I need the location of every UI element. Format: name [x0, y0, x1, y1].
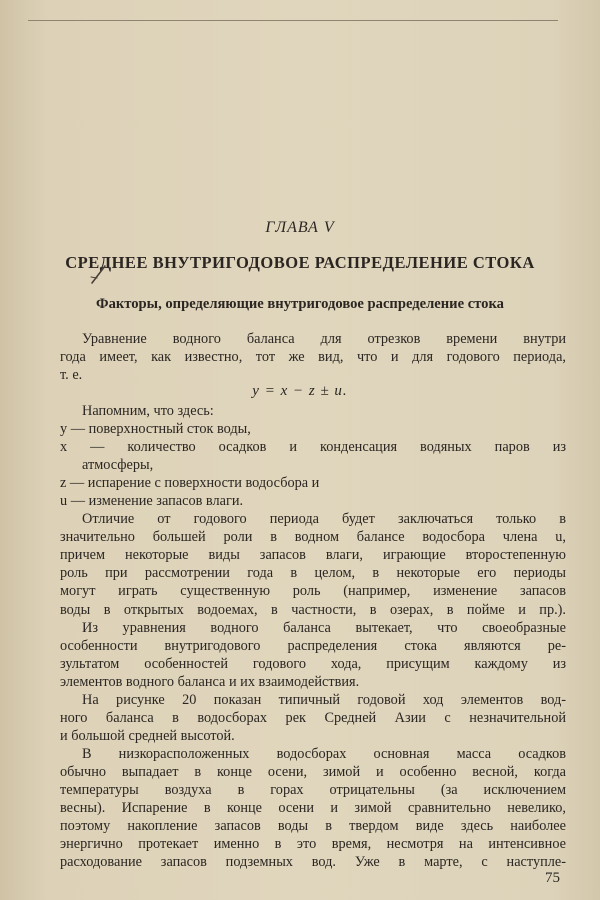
paragraph-line: особенности внутригодового распределения стока являются ре-: [60, 637, 566, 654]
pencil-mark-icon: [88, 262, 110, 286]
paragraph-line: поэтому накопление запасов воды в твердом виде здесь наиболее: [60, 817, 566, 834]
section-title: Факторы, определяющие внутригодовое распределение стока: [96, 296, 504, 312]
paragraph-line: В низкорасположенных водосборах основная масса осадков: [82, 745, 566, 762]
paragraph-line: т. е.: [60, 367, 83, 384]
paragraph-line: Уравнение водного баланса для отрезков времени внутри: [82, 331, 566, 347]
definition-item: атмосферы,: [82, 457, 154, 474]
paragraph-line: температуры воздуха в горах отрицательны (за исключением: [60, 781, 566, 798]
chapter-title: СРЕДНЕЕ ВНУТРИГОДОВОЕ РАСПРЕДЕЛЕНИЕ СТОКА: [65, 253, 535, 272]
paragraph-line: года имеет, как известно, тот же вид, что и для годового периода,: [60, 349, 566, 366]
paragraph-line: причем некоторые виды запасов влаги, играющие второстепенную: [60, 547, 566, 564]
paragraph-line: зультатом особенностей годового хода, присущим каждому из: [60, 655, 566, 672]
paragraph-line: элементов водного баланса и их взаимодействия.: [60, 673, 360, 690]
paragraph-line: расходование запасов подземных вод. Уже в марте, с наступле-: [60, 854, 566, 870]
water-balance-formula: y = x − z ± u.: [252, 383, 348, 400]
definition-item: y — поверхностный сток воды,: [60, 421, 251, 438]
paragraph-line: Из уравнения водного баланса вытекает, что своеобразные: [82, 619, 566, 636]
paragraph-line: обычно выпадает в конце осени, зимой и особенно весной, когда: [60, 763, 566, 780]
paragraph-line: Отличие от годового периода будет заключаться только в: [82, 511, 566, 528]
definition-item: u — изменение запасов влаги.: [60, 493, 244, 510]
paragraph-line: весны). Испарение в конце осени и зимой сравнительно невелико,: [60, 799, 566, 816]
paragraph-line: На рисунке 20 показан типичный годовой ход элементов вод-: [82, 691, 566, 708]
paragraph-line: энергично протекает именно в это время, несмотря на интенсивное: [60, 835, 566, 852]
definition-item: z — испарение с поверхности водосбора и: [60, 475, 320, 492]
paragraph-line: могут играть существенную роль (например, изменение запасов: [60, 583, 566, 600]
top-rule: [28, 20, 558, 21]
definition-item: x — количество осадков и конденсация водяных паров из: [60, 439, 566, 456]
paragraph-line: ного баланса в водосборах рек Средней Азии с незначительной: [60, 709, 566, 726]
chapter-label: ГЛАВА V: [265, 219, 335, 236]
paragraph-line: значительно большей роли в водном балансе водосбора члена u,: [60, 529, 566, 546]
paragraph-line: роль при рассмотрении года в целом, в некоторые его периоды: [60, 565, 566, 582]
paragraph-line: Напомним, что здесь:: [82, 403, 214, 420]
page-number: 75: [545, 870, 560, 886]
paragraph-line: воды в открытых водоемах, в частности, в озерах, в пойме и пр.).: [60, 601, 566, 618]
paragraph-line: и большой средней высотой.: [60, 727, 235, 744]
